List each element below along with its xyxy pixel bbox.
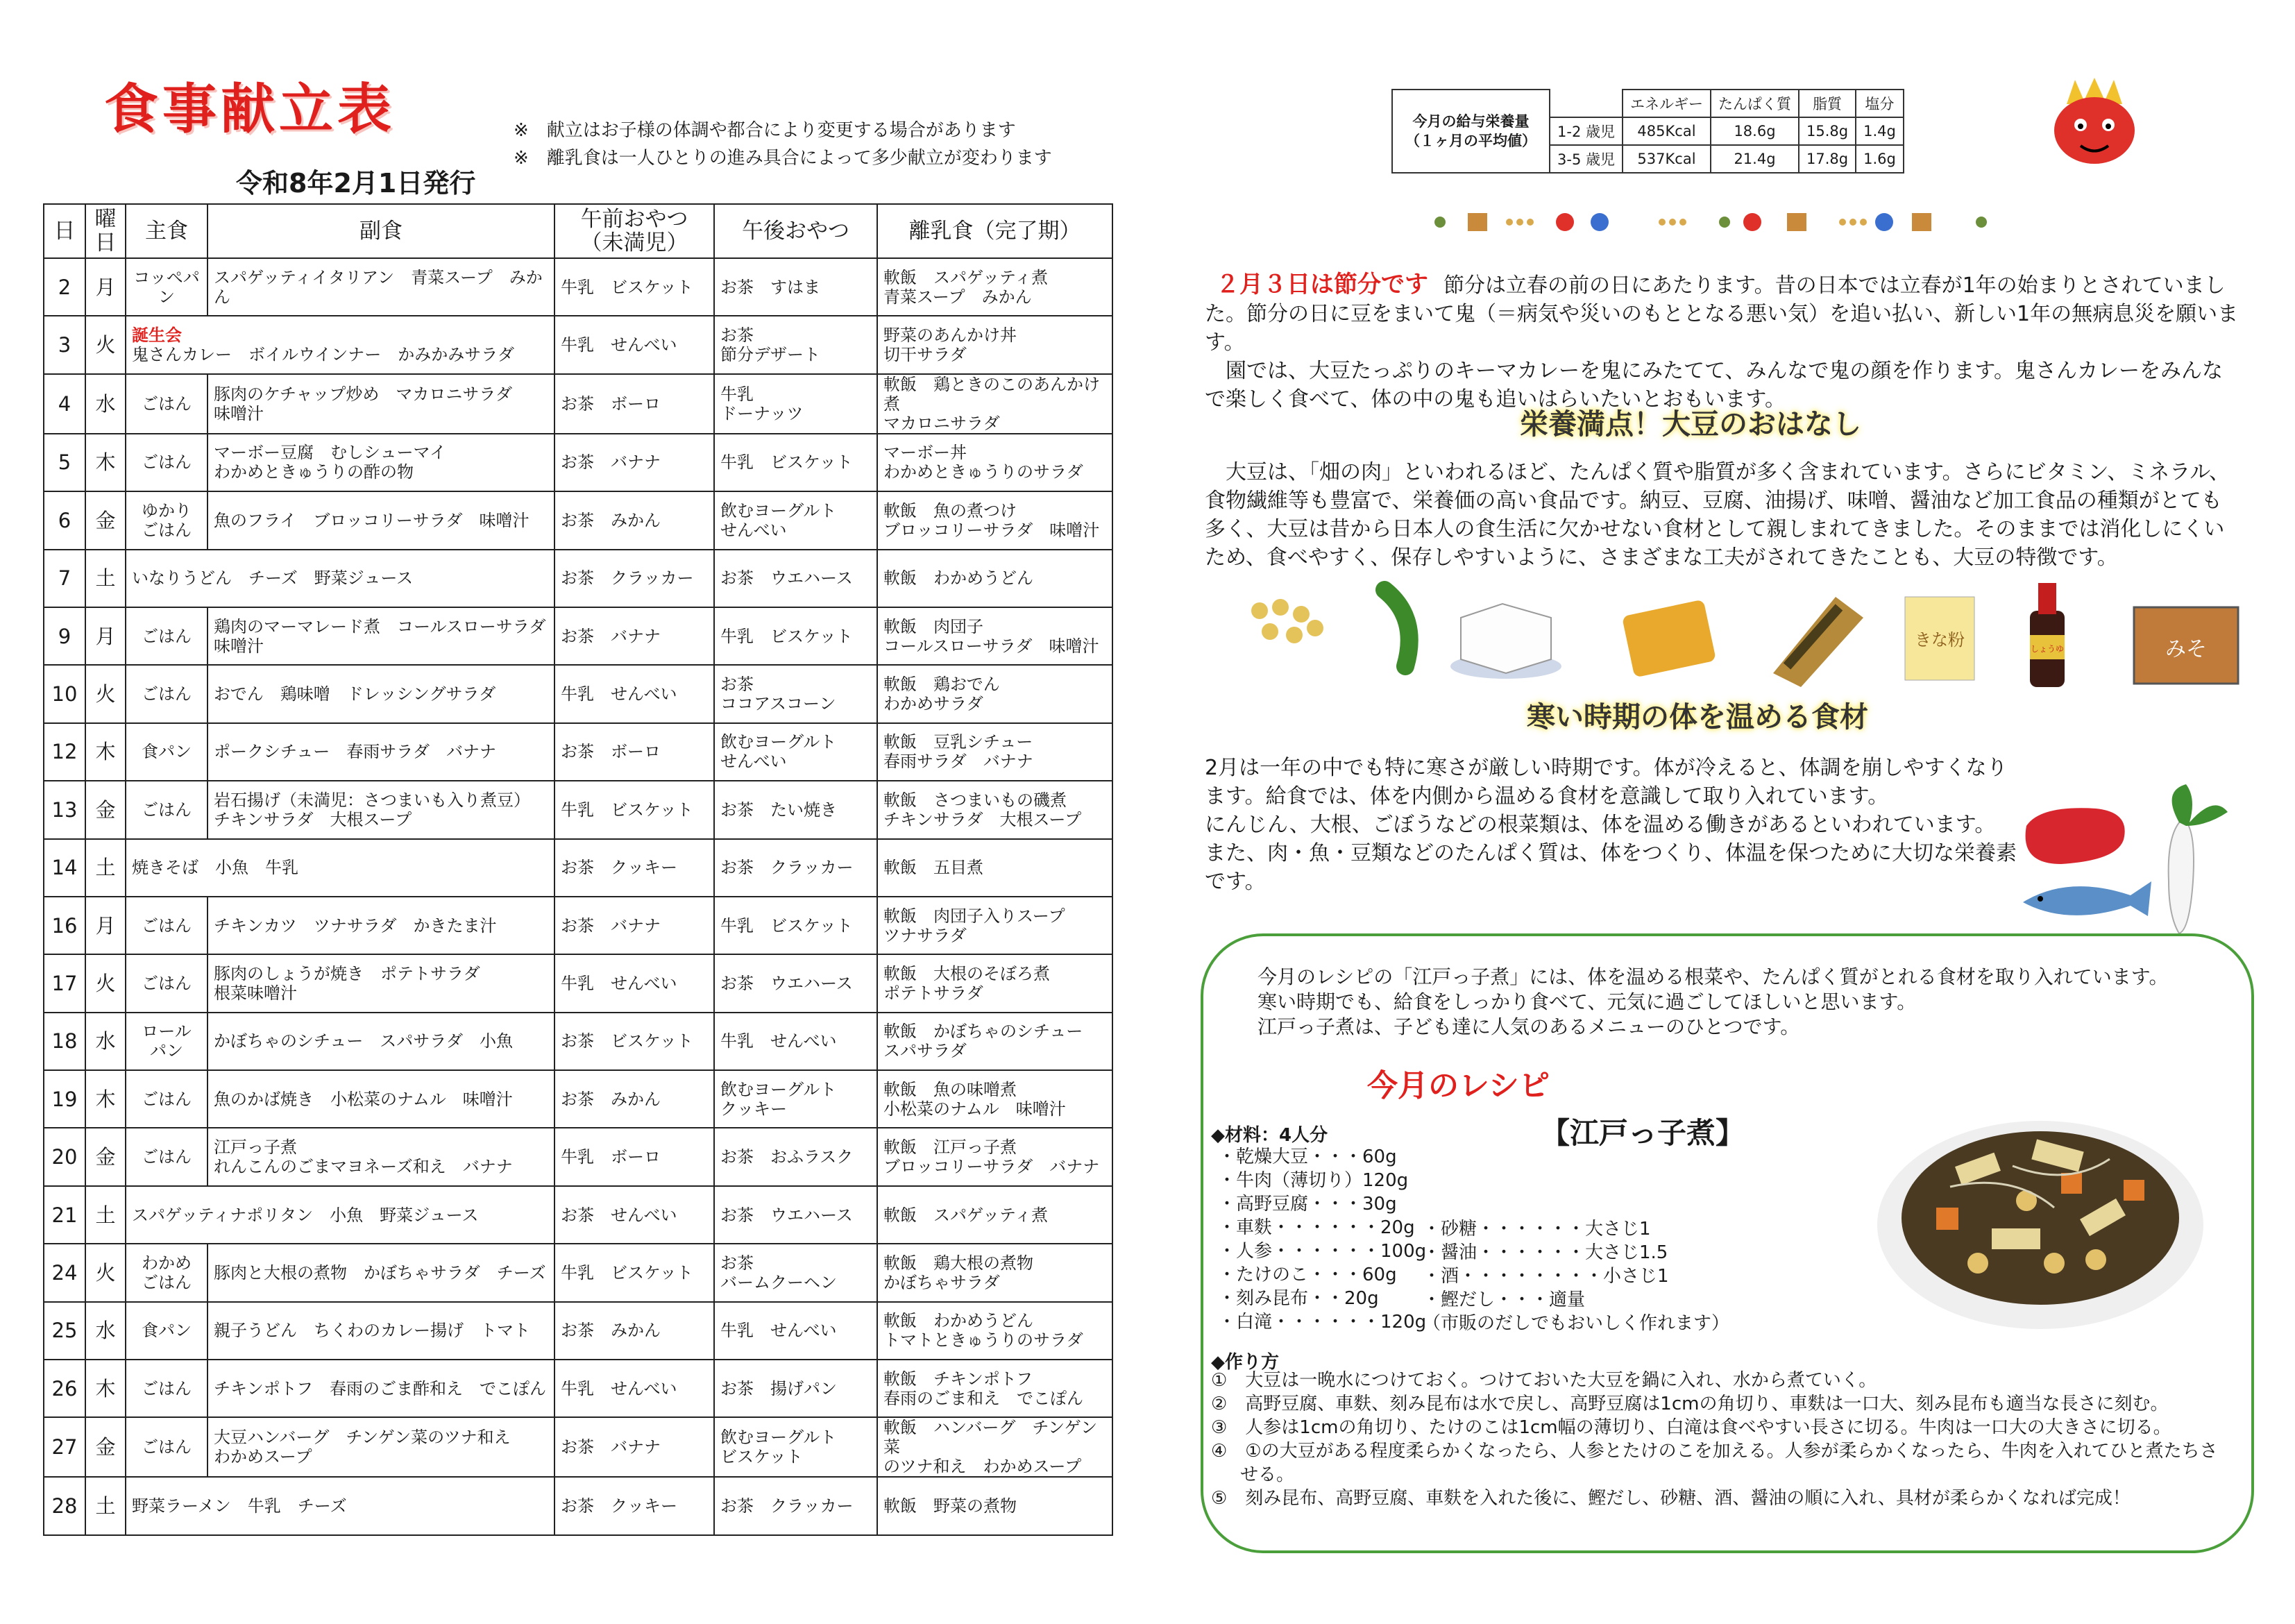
menu-row	[44, 839, 1112, 897]
menu-pm-snack: 飲むヨーグルト せんべい	[714, 723, 877, 781]
menu-main-and-side: 焼きそば 小魚 牛乳	[126, 839, 554, 897]
recipe-intro: 今月のレシピの「江戸っ子煮」には、体を温める根菜や、たんぱく質がとれる食材を取り入れています。 寒い時期でも、給食をしっかり食べて、元気に過ごしてほしいと思います。 江戸っ子煮は、子ども達に人気のあるメニューのひとつです。	[1257, 965, 2169, 1038]
menu-pm-snack: お茶 揚げパン	[714, 1360, 877, 1417]
menu-baby-food: 軟飯 スパゲッティ煮 青菜スープ みかん	[877, 258, 1112, 316]
menu-pm-snack: 牛乳 せんべい	[714, 1302, 877, 1360]
menu-header-row	[44, 204, 1112, 258]
menu-day: 14	[44, 839, 85, 897]
menu-day: 3	[44, 316, 85, 373]
menu-am-snack: お茶 みかん	[554, 1070, 714, 1128]
menu-weekday: 火	[85, 1244, 126, 1301]
menu-row	[44, 374, 1112, 434]
menu-am-snack: お茶 せんべい	[554, 1186, 714, 1244]
menu-weekday: 月	[85, 258, 126, 316]
menu-pm-snack: お茶 おふラスク	[714, 1128, 877, 1185]
materials-heading: ◆材料：4人分	[1211, 1125, 1328, 1146]
menu-weekday: 火	[85, 316, 126, 373]
menu-weekday: 水	[85, 1302, 126, 1360]
nutrition-value: 485Kcal	[1623, 117, 1711, 145]
menu-am-snack: お茶 バナナ	[554, 434, 714, 491]
menu-row	[44, 1477, 1112, 1534]
menu-main: ロール パン	[126, 1013, 208, 1070]
menu-day: 25	[44, 1302, 85, 1360]
note-line: ※ 献立はお子様の体調や都合により変更する場合があります	[514, 120, 1016, 141]
shoyu-label: しょうゆ	[2030, 644, 2065, 654]
menu-side: 豚肉と大根の煮物 かぼちゃサラダ チーズ	[208, 1244, 554, 1301]
issue-date: 令和8年2月1日発行	[236, 168, 476, 198]
soy-body: 大豆は、「畑の肉」といわれるほど、たんぱく質や脂質が多く含まれています。さらにビタミン、ミネラル、食物繊維等も豊富で、栄養価の高い食品です。納豆、豆腐、油揚げ、味噌、醤油など加工食品の種類がとても多く、大豆は昔から日本人の食生活に欠かせない食材として親しまれてきました。そのままでは消化しにくいため、食べやすく、保存しやすいように、さまざまな工夫がされてきたことも、大豆の特徴です。	[1205, 460, 2230, 570]
oni-illustration-icon	[2046, 76, 2143, 167]
setsubun-heading: ２月３日は節分です	[1216, 271, 1428, 298]
header-weekday: 曜日	[85, 204, 126, 258]
menu-am-snack: 牛乳 せんべい	[554, 954, 714, 1012]
menu-weekday: 木	[85, 1360, 126, 1417]
menu-day: 24	[44, 1244, 85, 1301]
menu-day: 20	[44, 1128, 85, 1185]
menu-weekday: 金	[85, 1417, 126, 1477]
menu-day: 13	[44, 781, 85, 838]
menu-row	[44, 1417, 1112, 1477]
menu-row	[44, 665, 1112, 722]
menu-am-snack: 牛乳 ビスケット	[554, 781, 714, 838]
nutrition-age: 1-2 歳児	[1550, 117, 1623, 145]
menu-baby-food: 軟飯 わかめうどん トマトときゅうりのサラダ	[877, 1302, 1112, 1360]
menu-day: 28	[44, 1477, 85, 1534]
notes	[514, 117, 1052, 172]
step-item: ① 大豆は一晩水につけておく。つけておいた大豆を鍋に入れ、水から煮ていく。	[1211, 1370, 1877, 1391]
dish-name: 【江戸っ子煮】	[1541, 1116, 1745, 1150]
step-item: ④ ①の大豆がある程度柔らかくなったら、人参とたけのこを加える。人参が柔らかくなったら、牛肉を入れてひと煮たちさせる。	[1211, 1441, 2218, 1485]
menu-day: 6	[44, 491, 85, 549]
menu-am-snack: お茶 みかん	[554, 1302, 714, 1360]
menu-main: 食パン	[126, 723, 208, 781]
menu-row	[44, 1186, 1112, 1244]
menu-day: 7	[44, 550, 85, 607]
menu-side: 鶏肉のマーマレード煮 コールスローサラダ 味噌汁	[208, 607, 554, 665]
menu-am-snack: 牛乳 ビスケット	[554, 258, 714, 316]
menu-day: 9	[44, 607, 85, 665]
menu-weekday: 火	[85, 954, 126, 1012]
menu-row	[44, 258, 1112, 316]
menu-weekday: 木	[85, 1070, 126, 1128]
menu-pm-snack: 飲むヨーグルト ビスケット	[714, 1417, 877, 1477]
menu-main: ごはん	[126, 1417, 208, 1477]
menu-side: マーボー豆腐 むしシューマイ わかめときゅうりの酢の物	[208, 434, 554, 491]
menu-side: 岩石揚げ（未満児：さつまいも入り煮豆） チキンサラダ 大根スープ	[208, 781, 554, 838]
nutrition-header: 塩分	[1856, 90, 1904, 117]
menu-baby-food: 軟飯 肉団子 コールスローサラダ 味噌汁	[877, 607, 1112, 665]
menu-pm-snack: 牛乳 ドーナッツ	[714, 374, 877, 434]
menu-day: 16	[44, 897, 85, 954]
menu-row	[44, 1244, 1112, 1301]
menu-baby-food: 軟飯 魚の味噌煮 小松菜のナムル 味噌汁	[877, 1070, 1112, 1128]
menu-pm-snack: お茶 ココアスコーン	[714, 665, 877, 722]
menu-pm-snack: お茶 たい焼き	[714, 781, 877, 838]
nutrition-header: エネルギー	[1623, 90, 1711, 117]
menu-side: チキンポトフ 春雨のごま酢和え でこぽん	[208, 1360, 554, 1417]
nutrition-header: 脂質	[1799, 90, 1856, 117]
menu-side: 江戸っ子煮 れんこんのごまマヨネーズ和え バナナ	[208, 1128, 554, 1185]
menu-pm-snack: お茶 ウエハース	[714, 954, 877, 1012]
menu-main: ゆかり ごはん	[126, 491, 208, 549]
menu-am-snack: 牛乳 せんべい	[554, 316, 714, 373]
menu-baby-food: 軟飯 ハンバーグ チンゲン菜 のツナ和え わかめスープ	[877, 1417, 1112, 1477]
header-day: 日	[44, 204, 85, 258]
setsubun-garland-icon	[1426, 205, 1995, 239]
menu-baby-food: 軟飯 肉団子入りスープ ツナサラダ	[877, 897, 1112, 954]
nutrition-value: 18.6g	[1711, 117, 1799, 145]
nutrition-value: 1.4g	[1856, 117, 1904, 145]
menu-day: 10	[44, 665, 85, 722]
menu-side: ポークシチュー 春雨サラダ バナナ	[208, 723, 554, 781]
header-main: 主食	[126, 204, 208, 258]
menu-day: 19	[44, 1070, 85, 1128]
steps-heading: ◆作り方	[1211, 1352, 1279, 1373]
meat-icon	[2026, 808, 2125, 864]
menu-weekday: 土	[85, 1186, 126, 1244]
menu-side: 親子うどん ちくわのカレー揚げ トマト	[208, 1302, 554, 1360]
menu-baby-food: 軟飯 わかめうどん	[877, 550, 1112, 607]
menu-weekday: 土	[85, 550, 126, 607]
menu-weekday: 木	[85, 723, 126, 781]
nutrition-value: 1.6g	[1856, 145, 1904, 173]
menu-baby-food: 軟飯 さつまいもの磯煮 チキンサラダ 大根スープ	[877, 781, 1112, 838]
menu-day: 27	[44, 1417, 85, 1477]
menu-baby-food: 軟飯 スパゲッティ煮	[877, 1186, 1112, 1244]
step-item: ③ 人参は1cmの角切り、たけのこは1cm幅の薄切り、白滝は食べやすい長さに切る。牛肉は一口大の大きさに切る。	[1211, 1417, 2171, 1438]
menu-am-snack: お茶 ボーロ	[554, 374, 714, 434]
menu-am-snack: お茶 ボーロ	[554, 723, 714, 781]
nutrition-age: 3-5 歳児	[1550, 145, 1623, 173]
menu-row	[44, 491, 1112, 549]
tofu-icon	[1450, 604, 1561, 679]
menu-side: 魚のフライ ブロッコリーサラダ 味噌汁	[208, 491, 554, 549]
menu-baby-food: 軟飯 豆乳シチュー 春雨サラダ バナナ	[877, 723, 1112, 781]
menu-baby-food: 野菜のあんかけ丼 切干サラダ	[877, 316, 1112, 373]
fish-icon	[2023, 881, 2151, 916]
header-side: 副食	[208, 204, 554, 258]
menu-main: ごはん	[126, 434, 208, 491]
menu-main: ごはん	[126, 374, 208, 434]
menu-day: 2	[44, 258, 85, 316]
menu-pm-snack: お茶 節分デザート	[714, 316, 877, 373]
menu-main: ごはん	[126, 781, 208, 838]
nutrition-value: 21.4g	[1711, 145, 1799, 173]
menu-weekday: 土	[85, 1477, 126, 1534]
menu-am-snack: お茶 クラッカー	[554, 550, 714, 607]
menu-pm-snack: 飲むヨーグルト せんべい	[714, 491, 877, 549]
menu-weekday: 金	[85, 1128, 126, 1185]
menu-baby-food: 軟飯 江戸っ子煮 ブロッコリーサラダ バナナ	[877, 1128, 1112, 1185]
soy-sauce-icon	[2030, 583, 2065, 687]
menu-side: 豚肉のしょうが焼き ポテトサラダ 根菜味噌汁	[208, 954, 554, 1012]
menu-main: わかめ ごはん	[126, 1244, 208, 1301]
menu-row	[44, 607, 1112, 665]
setsubun-section	[1205, 271, 2239, 414]
natto-icon	[1773, 597, 1863, 687]
menu-pm-snack: お茶 ウエハース	[714, 1186, 877, 1244]
nutrition-value: 15.8g	[1799, 117, 1856, 145]
menu-am-snack: 牛乳 せんべい	[554, 1360, 714, 1417]
menu-am-snack: お茶 クッキー	[554, 1477, 714, 1534]
menu-side-text: 鬼さんカレー ボイルウインナー かみかみサラダ	[132, 345, 515, 365]
menu-pm-snack: お茶 バームクーヘン	[714, 1244, 877, 1301]
menu-baby-food: マーボー丼 わかめときゅうりのサラダ	[877, 434, 1112, 491]
menu-am-snack: 牛乳 ビスケット	[554, 1244, 714, 1301]
menu-row	[44, 1128, 1112, 1185]
menu-pm-snack: 牛乳 ビスケット	[714, 607, 877, 665]
menu-am-snack: お茶 バナナ	[554, 607, 714, 665]
menu-baby-food: 軟飯 大根のそぼろ煮 ポテトサラダ	[877, 954, 1112, 1012]
menu-main: 食パン	[126, 1302, 208, 1360]
menu-row	[44, 550, 1112, 607]
step-item: ② 高野豆腐、車麩、刻み昆布は水で戻し、高野豆腐は1cmの角切り、車麩は一口大、刻み昆布も適当な長さに刻む。	[1211, 1394, 2169, 1414]
menu-main: ごはん	[126, 1360, 208, 1417]
menu-pm-snack: 飲むヨーグルト クッキー	[714, 1070, 877, 1128]
menu-main-and-side: いなりうどん チーズ 野菜ジュース	[126, 550, 554, 607]
nutrition-value: 537Kcal	[1623, 145, 1711, 173]
menu-baby-food: 軟飯 鶏おでん わかめサラダ	[877, 665, 1112, 722]
menu-pm-snack: お茶 ウエハース	[714, 550, 877, 607]
materials-list: ・乾燥大豆・・・60g ・牛肉（薄切り）120g ・高野豆腐・・・30g ・車麩・・・・・・20g ・人参・・・・・・100g ・たけのこ・・・60g ・刻み昆布・・20g ・白滝・・・・・・120g	[1218, 1147, 1427, 1333]
menu-weekday: 金	[85, 781, 126, 838]
menu-row	[44, 723, 1112, 781]
menu-baby-food: 軟飯 チキンポトフ 春雨のごま和え でこぽん	[877, 1360, 1112, 1417]
menu-day: 17	[44, 954, 85, 1012]
menu-am-snack: 牛乳 せんべい	[554, 665, 714, 722]
setsubun-body: 節分は立春の前の日にあたります。昔の日本では立春が1年の始まりとされていました。節分の日に豆をまいて鬼（＝病気や災いのもととなる悪い気）を追い払い、新しい1年の無病息災を願います。 園では、大豆たっぷりのキーマカレーを鬼にみたてて、みんなで鬼の顔を作ります。鬼さんカレーをみんなで楽しく食べて、体の中の鬼も追いはらいたいとおもいます。	[1205, 273, 2239, 412]
menu-baby-food: 軟飯 魚の煮つけ ブロッコリーサラダ 味噌汁	[877, 491, 1112, 549]
menu-weekday: 水	[85, 1013, 126, 1070]
nutrition-header: たんぱく質	[1711, 90, 1799, 117]
menu-side: おでん 鶏味噌 ドレッシングサラダ	[208, 665, 554, 722]
menu-side: スパゲッティイタリアン 青菜スープ みかん	[208, 258, 554, 316]
menu-table	[43, 203, 1113, 1536]
soy-foods-illustration	[1239, 569, 2245, 694]
menu-row	[44, 316, 1112, 373]
menu-weekday: 木	[85, 434, 126, 491]
menu-weekday: 金	[85, 491, 126, 549]
header-baby-food: 離乳食（完了期）	[877, 204, 1112, 258]
menu-day: 21	[44, 1186, 85, 1244]
menu-day: 5	[44, 434, 85, 491]
menu-side: チキンカツ ツナサラダ かきたま汁	[208, 897, 554, 954]
menu-row	[44, 1013, 1112, 1070]
menu-row	[44, 897, 1112, 954]
miso-label: みそ	[2165, 637, 2207, 661]
menu-day: 18	[44, 1013, 85, 1070]
recipe-heading: 今月のレシピ	[1367, 1068, 1550, 1103]
menu-main-and-side	[126, 316, 554, 373]
menu-day: 26	[44, 1360, 85, 1417]
header-pm-snack: 午後おやつ	[714, 204, 877, 258]
menu-main-and-side: スパゲッティナポリタン 小魚 野菜ジュース	[126, 1186, 554, 1244]
kinako-label: きな粉	[1915, 630, 1965, 650]
nutrition-table	[1391, 89, 1904, 174]
soybeans-icon	[1251, 599, 1323, 643]
menu-am-snack: お茶 クッキー	[554, 839, 714, 897]
menu-main: ごはん	[126, 1128, 208, 1185]
menu-weekday: 月	[85, 607, 126, 665]
menu-pm-snack: お茶 クラッカー	[714, 1477, 877, 1534]
miso-icon	[2134, 607, 2238, 684]
menu-pm-snack: お茶 クラッカー	[714, 839, 877, 897]
menu-row	[44, 1360, 1112, 1417]
nutrition-value: 17.8g	[1799, 145, 1856, 173]
kinako-icon	[1905, 597, 1974, 680]
menu-pm-snack: お茶 すはま	[714, 258, 877, 316]
menu-am-snack: お茶 バナナ	[554, 1417, 714, 1477]
menu-pm-snack: 牛乳 ビスケット	[714, 434, 877, 491]
menu-day: 4	[44, 374, 85, 434]
menu-row	[44, 434, 1112, 491]
menu-weekday: 火	[85, 665, 126, 722]
menu-baby-food: 軟飯 鶏大根の煮物 かぼちゃサラダ	[877, 1244, 1112, 1301]
menu-main: ごはん	[126, 897, 208, 954]
menu-pm-snack: 牛乳 せんべい	[714, 1013, 877, 1070]
edokko-ni-photo	[1874, 1097, 2207, 1333]
seasonings-list: ・砂糖・・・・・・大さじ1 ・醤油・・・・・・大さじ1.5 ・酒・・・・・・・・小さじ1 ・鰹だし・・・適量 （市販のだしでもおいしく作れます）	[1423, 1219, 1730, 1334]
menu-main: コッペパン	[126, 258, 208, 316]
menu-am-snack: お茶 ビスケット	[554, 1013, 714, 1070]
menu-main: ごはん	[126, 1070, 208, 1128]
birthday-label: 誕生会	[132, 325, 182, 346]
page-title: 食事献立表	[104, 78, 396, 141]
menu-main: ごはん	[126, 665, 208, 722]
note-line: ※ 離乳食は一人ひとりの進み具合によって多少献立が変わります	[514, 148, 1052, 169]
menu-side: 魚のかば焼き 小松菜のナムル 味噌汁	[208, 1070, 554, 1128]
menu-main-and-side: 野菜ラーメン 牛乳 チーズ	[126, 1477, 554, 1534]
menu-row	[44, 1302, 1112, 1360]
menu-side: 豚肉のケチャップ炒め マカロニサラダ 味噌汁	[208, 374, 554, 434]
menu-baby-food: 軟飯 鶏ときのこのあんかけ煮 マカロニサラダ	[877, 374, 1112, 434]
menu-main: ごはん	[126, 607, 208, 665]
menu-weekday: 月	[85, 897, 126, 954]
menu-pm-snack: 牛乳 ビスケット	[714, 897, 877, 954]
menu-row	[44, 954, 1112, 1012]
menu-row	[44, 781, 1112, 838]
warming-foods-illustration	[2013, 784, 2249, 937]
aburaage-icon	[1622, 600, 1716, 678]
step-item: ⑤ 刻み昆布、高野豆腐、車麩を入れた後に、鰹だし、砂糖、酒、醤油の順に入れ、具材が柔らかくなれば完成！	[1211, 1488, 2131, 1509]
menu-weekday: 水	[85, 374, 126, 434]
menu-side: 大豆ハンバーグ チンゲン菜のツナ和え わかめスープ	[208, 1417, 554, 1477]
menu-day: 12	[44, 723, 85, 781]
menu-baby-food: 軟飯 五目煮	[877, 839, 1112, 897]
soy-heading: 栄養満点！大豆のおはなし	[1520, 407, 1861, 441]
menu-am-snack: お茶 バナナ	[554, 897, 714, 954]
cold-body: 2月は一年の中でも特に寒さが厳しい時期です。体が冷えると、体調を崩しやすくなります。給食では、体を内側から温める食材を意識して取り入れています。 にんじん、大根、ごぼうなどの根菜類は、体を温める働きがあるといわれています。 また、肉・魚・豆類などのたんぱく質は、体をつくり、体温を保つために大切な栄養素です。	[1205, 756, 2017, 894]
edamame-icon	[1384, 590, 1409, 666]
menu-am-snack: 牛乳 ボーロ	[554, 1128, 714, 1185]
cold-heading: 寒い時期の体を温める食材	[1527, 700, 1868, 734]
menu-main: ごはん	[126, 954, 208, 1012]
menu-side: かぼちゃのシチュー スパサラダ 小魚	[208, 1013, 554, 1070]
steps-list	[1211, 1369, 2224, 1510]
daikon-icon	[2169, 784, 2228, 933]
menu-baby-food: 軟飯 野菜の煮物	[877, 1477, 1112, 1534]
menu-row	[44, 1070, 1112, 1128]
menu-am-snack: お茶 みかん	[554, 491, 714, 549]
menu-baby-food: 軟飯 かぼちゃのシチュー スパサラダ	[877, 1013, 1112, 1070]
nutrition-label: 今月の給与栄養量 （１ヶ月の平均値）	[1392, 90, 1550, 173]
header-am-snack: 午前おやつ（未満児）	[554, 204, 714, 258]
menu-weekday: 土	[85, 839, 126, 897]
